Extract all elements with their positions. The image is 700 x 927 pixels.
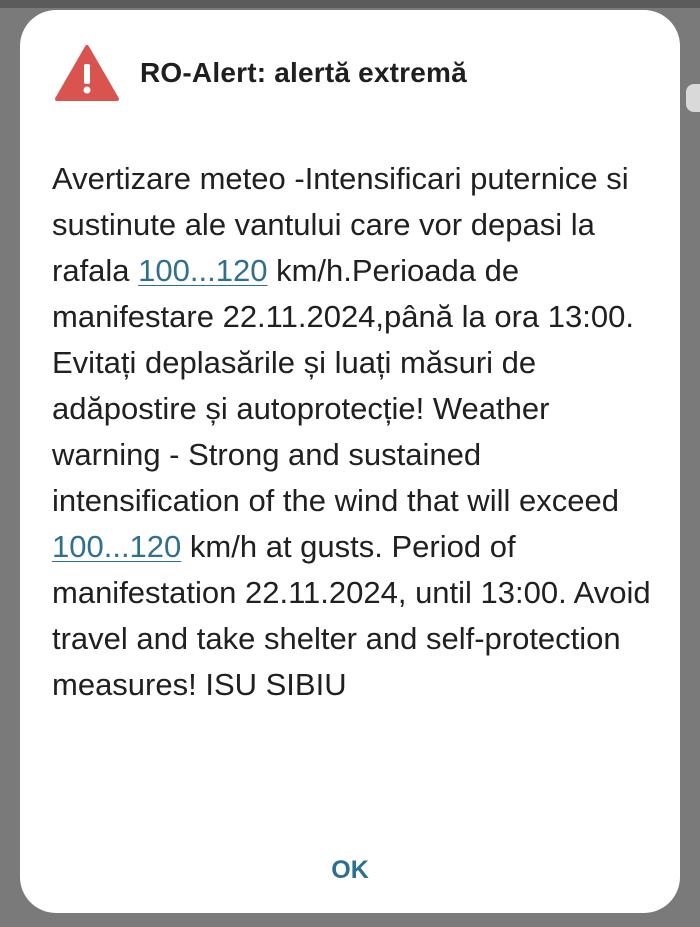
message-text-part-3: km/h at gusts. Period of manifestation 22.11.2024, until 13:00. Avoid travel and take shelter and self-protection measures! ISU SIBIU (52, 529, 651, 702)
alert-title: RO-Alert: alertă extremă (140, 57, 467, 88)
ok-button[interactable]: OK (310, 848, 390, 892)
background-scroll-edge (686, 84, 700, 112)
status-bar-strip (0, 0, 700, 8)
warning-triangle-icon (54, 44, 120, 102)
alert-message (52, 156, 660, 708)
wind-speed-link-en[interactable]: 100...120 (52, 529, 182, 564)
message-text-part-1: Avertizare meteo -Intensificari puternice si sustinute ale vantului care vor depasi la rafala (52, 161, 629, 288)
wind-speed-link-ro[interactable]: 100...120 (138, 253, 268, 288)
alert-header (54, 44, 467, 102)
emergency-alert-dialog (20, 10, 680, 913)
message-text-part-2: km/h.Perioada de manifestare 22.11.2024,până la ora 13:00. Evitați deplasările și luați măsuri de adăpostire și autoprotecție! Weather warning - Strong and sustained intensification of the wind that will exceed (52, 253, 634, 518)
